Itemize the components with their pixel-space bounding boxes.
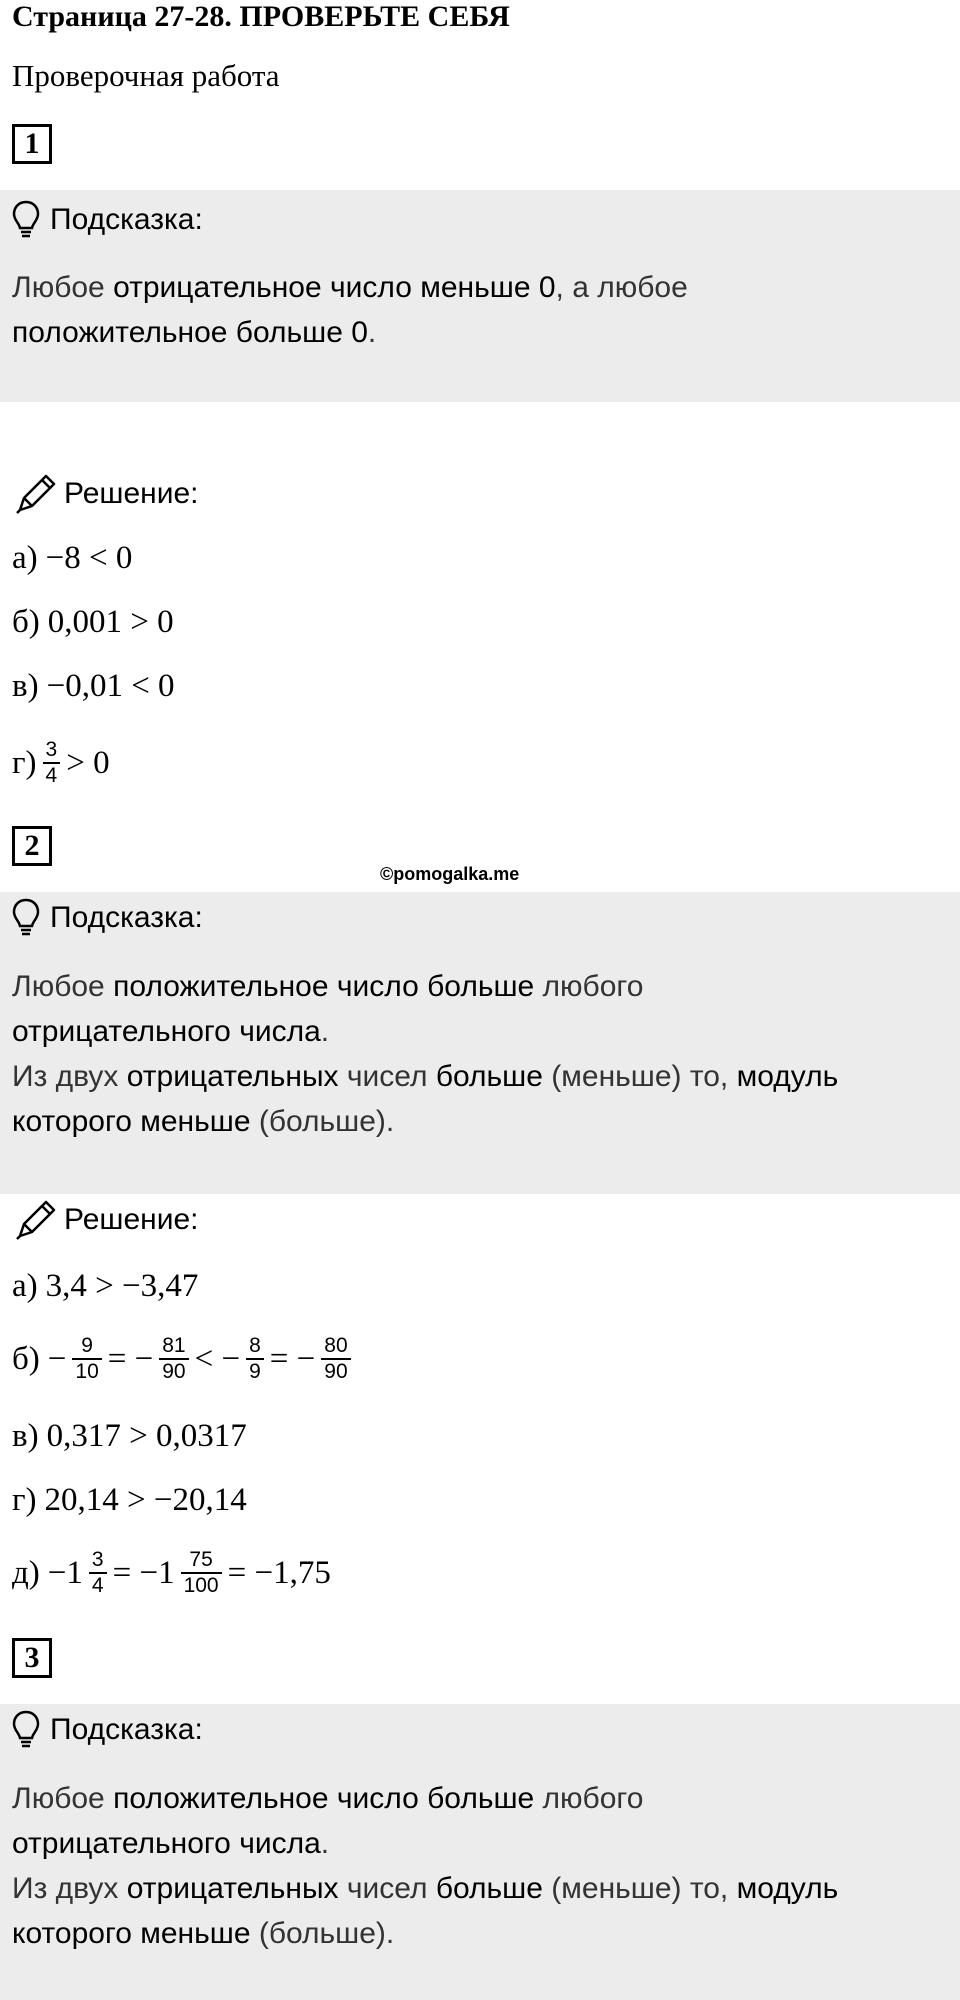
solution-line: в) 0,317 > 0,0317	[12, 1418, 247, 1454]
hint-header	[12, 200, 203, 240]
hint-header	[12, 898, 203, 938]
fraction: $\frac{8}{9}$	[246, 1334, 264, 1384]
hint-text: Любое положительное число больше любого отрицательного числа. Из двух отрицательных чисел больше (меньше) то, модуль которого меньше (больше).	[12, 1782, 839, 1950]
hint-box	[0, 892, 960, 1194]
solution-line: а) −8 < 0	[12, 540, 133, 576]
solution-line: б) − $\frac{9}{10}$ = − $\frac{81}{90}$ < − $\frac{8}{9}$ = − $\frac{80}{90}$	[12, 1334, 357, 1384]
watermark: ©pomogalka.me	[380, 864, 520, 884]
solution-header	[14, 472, 198, 516]
pencil-icon	[14, 472, 58, 516]
solution-header	[14, 1198, 198, 1242]
page-subtitle: Проверочная работа	[12, 58, 280, 93]
pencil-icon	[14, 1198, 58, 1242]
task-number: 2	[12, 826, 52, 866]
hint-label: Подсказка:	[50, 1713, 203, 1746]
fraction: $\frac{81}{90}$	[159, 1334, 188, 1384]
solution-line: д) −1 $\frac{3}{4}$ = −1 $\frac{75}{100}$ = −1,75	[12, 1548, 331, 1597]
solution-line: г) $\frac{3}{4}$ > 0	[12, 738, 110, 787]
task-number: 3	[12, 1638, 52, 1678]
fraction: $\frac{9}{10}$	[72, 1334, 101, 1384]
page-title: Страница 27-28. ПРОВЕРЬТЕ СЕБЯ	[12, 0, 510, 33]
hint-label: Подсказка:	[50, 203, 203, 236]
solution-line: а) 3,4 > −3,47	[12, 1268, 199, 1304]
hint-text: Любое отрицательное число меньше 0, а любое положительное больше 0.	[12, 271, 688, 349]
hint-header	[12, 1710, 203, 1750]
hint-box	[0, 190, 960, 402]
solution-line: г) 20,14 > −20,14	[12, 1482, 247, 1518]
lightbulb-icon	[12, 898, 40, 938]
hint-text: Любое положительное число больше любого отрицательного числа. Из двух отрицательных чисел больше (меньше) то, модуль которого меньше (больше).	[12, 970, 839, 1138]
lightbulb-icon	[12, 200, 40, 240]
solution-line: в) −0,01 < 0	[12, 668, 175, 704]
solution-label: Решение:	[64, 1203, 199, 1236]
solution-label: Решение:	[64, 477, 199, 510]
hint-box	[0, 1704, 960, 2000]
hint-label: Подсказка:	[50, 901, 203, 934]
lightbulb-icon	[12, 1710, 40, 1750]
solution-line: б) 0,001 > 0	[12, 604, 174, 640]
task-number: 1	[12, 124, 52, 164]
fraction: $\frac{75}{100}$	[181, 1548, 222, 1598]
fraction: $\frac{80}{90}$	[321, 1334, 350, 1384]
fraction: $\frac{3}{4}$	[89, 1548, 107, 1598]
fraction: $\frac{3}{4}$	[43, 738, 61, 788]
